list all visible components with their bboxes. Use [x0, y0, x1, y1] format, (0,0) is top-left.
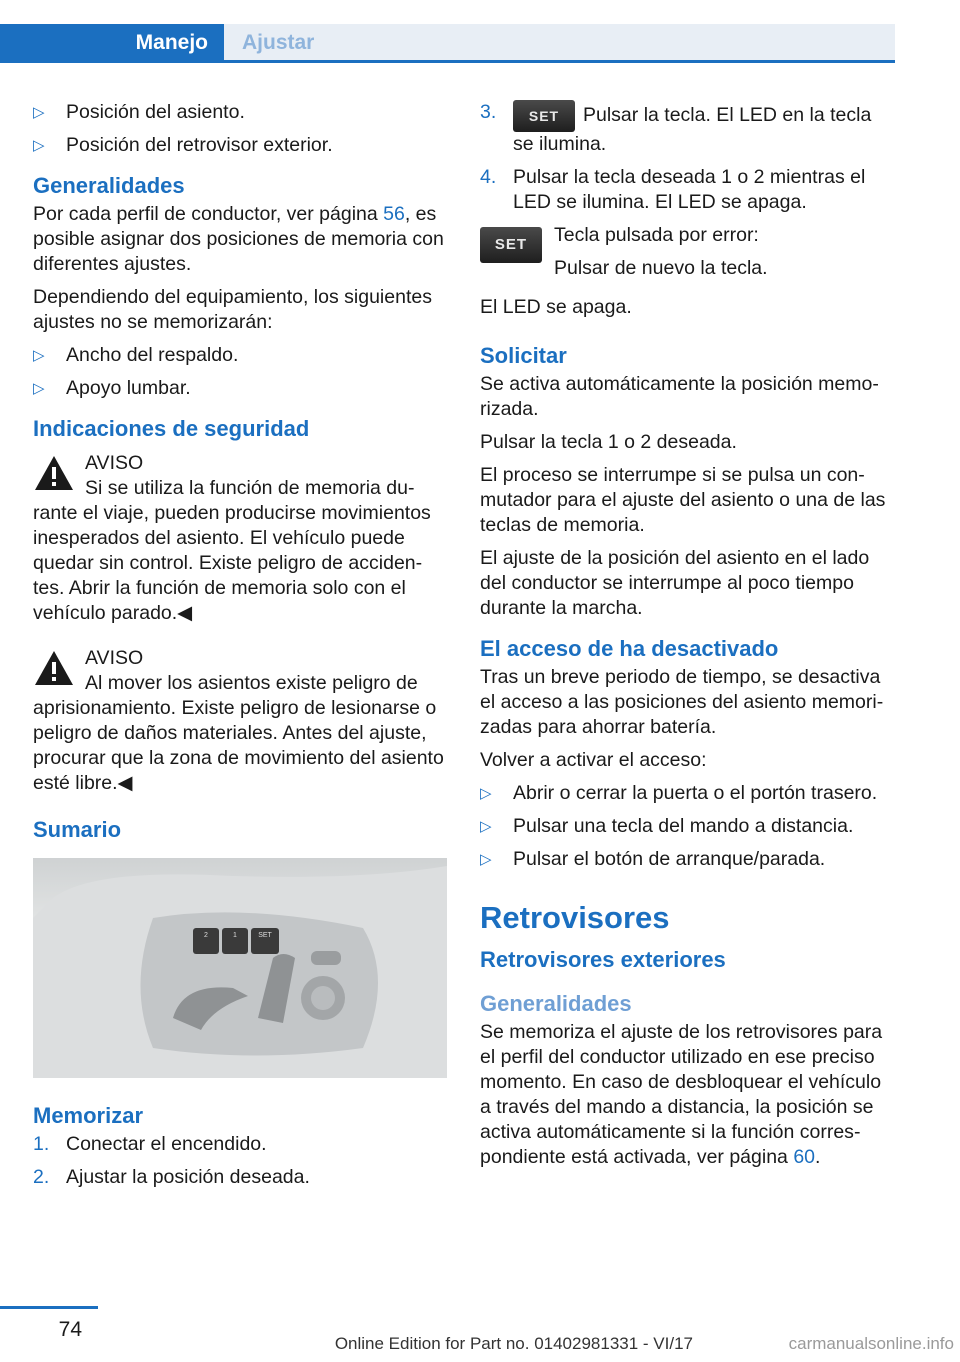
warning-triangle-icon: [33, 453, 75, 493]
list-item: ▷ Posición del retrovisor exterior.: [33, 134, 333, 156]
set-key-icon: SET: [480, 227, 542, 263]
step-item: 4. Pulsar la tecla deseada 1 o 2 mientras el LED se ilumina. El LED se apaga.: [480, 166, 866, 213]
triangle-bullet-icon: ▷: [480, 785, 492, 802]
warning-text: Al mover los asientos existe peligro de aprisionamiento. Existe peligro de lesionarse o peligro de daños materiales. Antes del ajuste, procurar que la zona de movimiento del asiento esté libre.◀: [33, 672, 444, 794]
heading-retrovisores-exteriores: Retrovisores exteriores: [480, 947, 726, 972]
paragraph: El ajuste de la posición del asiento en el lado del conductor se interrumpe al poco tiempo durante la marcha.: [480, 547, 870, 619]
step-item: 2. Ajustar la posición deseada.: [33, 1166, 310, 1188]
header-tabbar: [0, 0, 895, 62]
intro-list: [33, 100, 447, 158]
paragraph: El LED se apaga.: [480, 296, 632, 318]
heading-acceso: El acceso de ha desactivado: [480, 636, 779, 661]
triangle-bullet-icon: ▷: [480, 818, 492, 835]
header-divider: [0, 60, 895, 63]
list-item: ▷ Pulsar una tecla del mando a distancia.: [480, 815, 854, 837]
tab-ajustar-label: Ajustar: [242, 31, 315, 54]
warning-triangle-icon: [33, 648, 75, 688]
heading-generalidades-retrovisores: Generalidades: [480, 991, 632, 1016]
heading-retrovisores: Retrovisores: [480, 900, 670, 935]
paragraph: Dependiendo del equipamiento, los siguientes ajustes no se memorizarán:: [33, 286, 432, 333]
not-memorized-list: [33, 343, 447, 401]
triangle-bullet-icon: ▷: [33, 380, 45, 397]
reactivate-list: [480, 781, 895, 872]
list-item: ▷ Ancho del respaldo.: [33, 344, 239, 366]
set-key-icon: SET: [513, 100, 575, 132]
warning-block: [33, 646, 447, 796]
list-item: ▷ Apoyo lumbar.: [33, 377, 191, 399]
warning-text: Si se utiliza la función de memoria durante el viaje, pueden producirse movimientos inesperados del asiento. El vehículo puede quedar sin control. Existe peligro de accidentes. Abrir la función de memoria solo con el vehículo parado.◀: [33, 477, 431, 624]
seat-controls-illustration: [33, 858, 447, 1078]
list-item: ▷ Posición del asiento.: [33, 101, 245, 123]
page-link-56[interactable]: 56: [383, 203, 405, 225]
tab-ajustar[interactable]: [224, 24, 895, 61]
heading-sumario: Sumario: [33, 817, 122, 842]
triangle-bullet-icon: ▷: [33, 347, 45, 364]
page-number: 74: [58, 1318, 82, 1341]
triangle-bullet-icon: ▷: [480, 851, 492, 868]
heading-solicitar: Solicitar: [480, 343, 567, 368]
paragraph: Volver a activar el acceso:: [480, 749, 707, 771]
watermark: carmanualsonline.info: [788, 1334, 954, 1353]
seat-controls-photo: [33, 858, 447, 1078]
left-column: [33, 100, 447, 1198]
photo-key-1: 1: [233, 932, 237, 939]
warning-block: [33, 451, 447, 626]
triangle-bullet-icon: ▷: [33, 137, 45, 154]
paragraph: El proceso se interrumpe si se pulsa un conmutador para el ajuste del asiento o una de las teclas de memoria.: [480, 464, 886, 536]
paragraph: Por cada perfil de conductor, ver página 56, es posible asignar dos posiciones de memoria con diferentes ajustes.: [33, 203, 444, 275]
heading-memorizar: Memorizar: [33, 1103, 144, 1128]
warning-title: AVISO: [85, 452, 144, 474]
list-item: ▷ Abrir o cerrar la puerta o el portón trasero.: [480, 782, 878, 804]
tab-manejo[interactable]: [0, 24, 224, 61]
photo-key-2: 2: [204, 932, 208, 939]
edition-note: Online Edition for Part no. 01402981331 - VI/17: [334, 1334, 693, 1353]
step-item: 1. Conectar el encendido.: [33, 1133, 267, 1155]
paragraph: Se activa automáticamente la posición memorizada.: [480, 373, 879, 420]
heading-generalidades: Generalidades: [33, 173, 185, 198]
footer-divider: [0, 1306, 98, 1309]
heading-seguridad: Indicaciones de seguridad: [33, 416, 310, 441]
page-link-60[interactable]: 60: [793, 1146, 816, 1168]
warning-title: AVISO: [85, 647, 144, 669]
tab-manejo-label: Manejo: [135, 31, 208, 54]
memorizar-steps-continued: [480, 100, 895, 215]
right-column: [480, 100, 895, 1178]
paragraph: Tras un breve periodo de tiempo, se desactiva el acceso a las posiciones del asiento memorizadas para ahorrar batería.: [480, 666, 884, 738]
photo-key-set: SET: [258, 932, 272, 939]
step-item: 3. SET Pulsar la tecla. El LED en la tecla se ilumina.: [480, 101, 872, 155]
error-note: SET Tecla pulsada por error: Pulsar de nuevo la tecla.: [480, 223, 895, 289]
triangle-bullet-icon: ▷: [33, 104, 45, 121]
paragraph: Se memoriza el ajuste de los retrovisores para el perfil del conductor utilizado en ese preciso momento. En caso de desbloquear el vehículo a través del mando a distancia, la posición se activa automáticamente si la función correspondiente está activada, ver página 60.: [480, 1021, 883, 1168]
paragraph: Pulsar la tecla 1 o 2 deseada.: [480, 431, 737, 453]
list-item: ▷ Pulsar el botón de arranque/parada.: [480, 848, 826, 870]
memorizar-steps: [33, 1132, 447, 1190]
